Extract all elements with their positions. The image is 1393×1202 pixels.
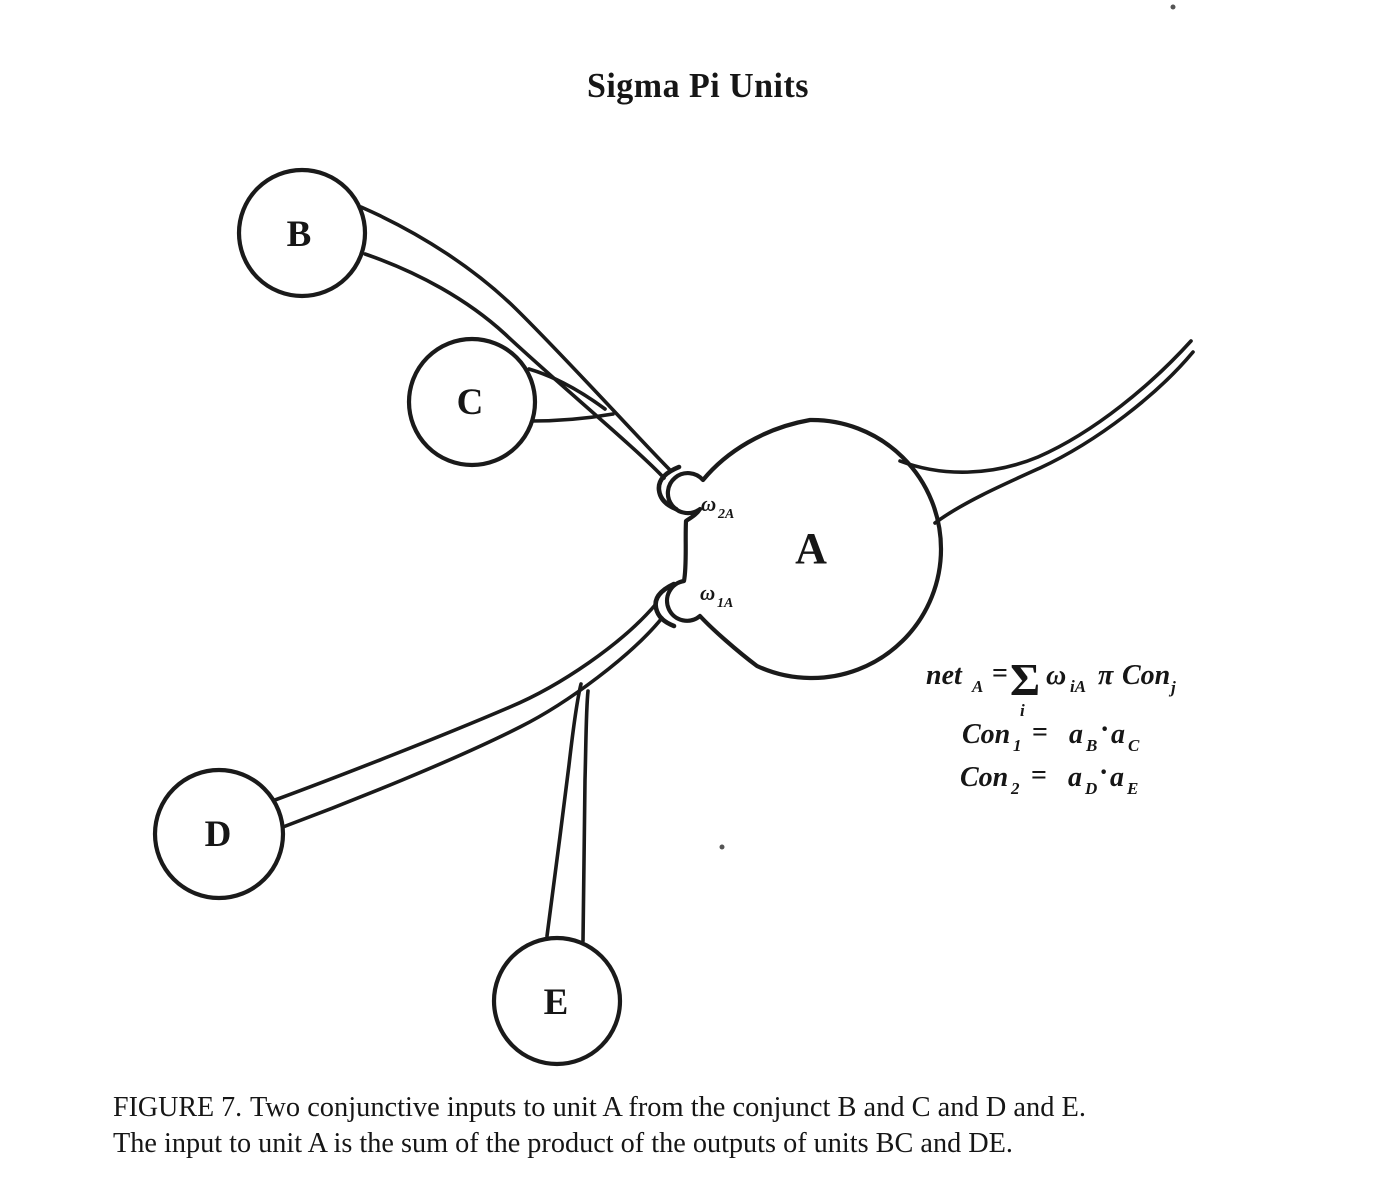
axon-e-left-line: [547, 684, 581, 936]
eq3-dot: ·: [1099, 757, 1109, 788]
axon-e-to-a: [547, 684, 588, 941]
axon-e-right-line: [583, 691, 588, 941]
unit-c-label: C: [456, 382, 484, 423]
eq1-sigma-sub: i: [1020, 701, 1025, 720]
weight-lower-symbol: ω: [700, 581, 716, 605]
eq1-equals: =: [992, 658, 1008, 689]
eq2-a-first-sub: B: [1086, 736, 1098, 755]
eq3-a-first-sub: D: [1085, 779, 1098, 798]
eq2-lhs: Con: [962, 719, 1011, 750]
unit-a-label: A: [795, 524, 827, 573]
eq1-omega: ω: [1046, 660, 1067, 691]
caption-figure-label: FIGURE 7.: [113, 1092, 243, 1123]
eq3-a-second-sub: E: [1127, 779, 1139, 798]
weight-upper-symbol: ω: [701, 492, 717, 516]
weight-upper-subscript: 2A: [718, 507, 735, 522]
eq2-a-second: a: [1111, 719, 1125, 750]
scan-speck: [720, 845, 725, 850]
eq1-con-sub: j: [1171, 678, 1176, 697]
eq3-a-first: a: [1068, 762, 1082, 793]
page-title: Sigma Pi Units: [587, 66, 809, 105]
axon-a-output-upper-line: [900, 341, 1191, 472]
weight-lower-subscript: 1A: [717, 596, 734, 611]
scan-speck: [1171, 5, 1176, 10]
caption-line1: Two conjunctive inputs to unit A from the conjunct B and C and D and E.: [250, 1092, 1086, 1123]
unit-e-label: E: [543, 982, 569, 1023]
eq1-pi: π: [1098, 660, 1114, 691]
eq3-lhs: Con: [960, 762, 1009, 793]
axon-d-to-a: [275, 604, 662, 827]
eq3-equals: =: [1031, 760, 1047, 791]
caption-line2: The input to unit A is the sum of the product of the outputs of units BC and DE.: [113, 1128, 1013, 1159]
figure-caption: [113, 1092, 1086, 1159]
unit-d-label: D: [204, 814, 232, 855]
eq1-lhs: net: [926, 660, 962, 691]
eq1-omega-sub: iA: [1070, 677, 1087, 696]
eq2-lhs-sub: 1: [1013, 736, 1022, 755]
equation-con2: [960, 757, 1138, 798]
eq2-a-first: a: [1069, 719, 1083, 750]
eq2-dot: ·: [1100, 714, 1110, 745]
eq3-lhs-sub: 2: [1011, 779, 1020, 798]
eq2-a-second-sub: C: [1128, 736, 1140, 755]
unit-b-label: B: [286, 214, 312, 255]
eq2-equals: =: [1032, 717, 1048, 748]
eq3-a-second: a: [1110, 762, 1124, 793]
equation-con1: [962, 714, 1140, 755]
equation-net-input: [926, 654, 1176, 720]
eq1-sigma: Σ: [1010, 654, 1041, 705]
axon-d-upper-line: [275, 604, 656, 800]
axon-a-output: [900, 341, 1193, 523]
eq1-con: Con: [1122, 660, 1171, 691]
eq1-lhs-sub: A: [972, 677, 984, 696]
